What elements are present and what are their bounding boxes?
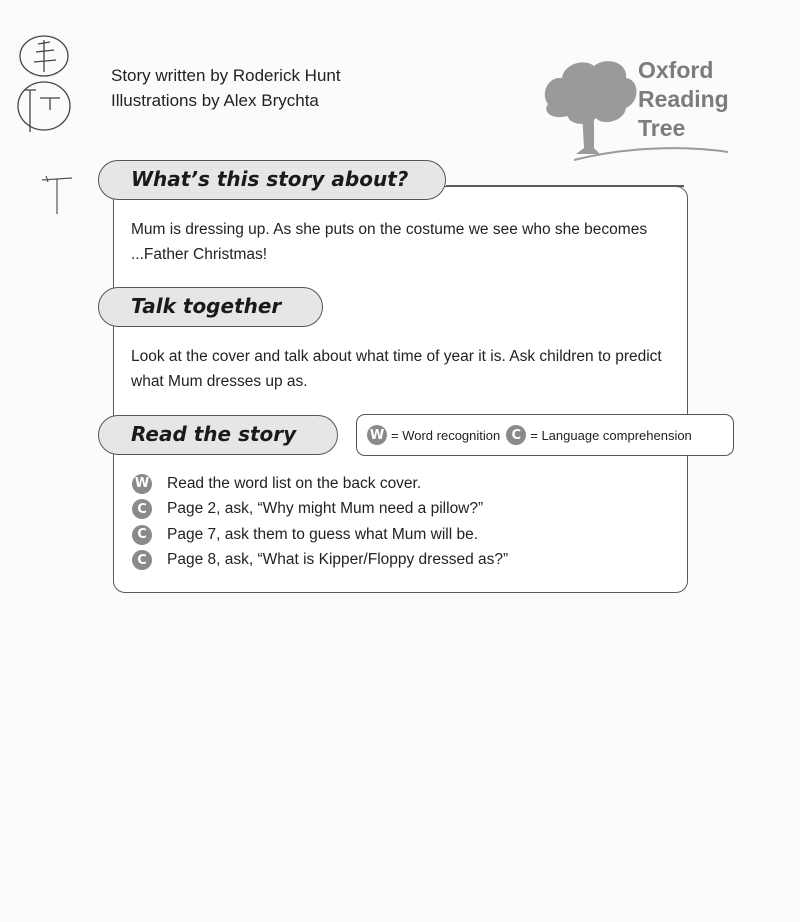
logo-line-reading: Reading	[638, 86, 729, 112]
list-item-text: Page 7, ask them to guess what Mum will be.	[167, 525, 479, 543]
list-item	[132, 522, 508, 548]
list-item	[132, 548, 508, 574]
pencil-letter-mark-icon	[38, 172, 78, 216]
section-heading-read: Read the story	[98, 415, 338, 455]
badge-key	[356, 414, 734, 456]
list-item	[132, 497, 508, 523]
list-item-badge: W	[132, 474, 152, 494]
heading-rule	[446, 185, 684, 187]
illustration-credit: Illustrations by Alex Brychta	[111, 91, 319, 110]
list-item-text: Page 8, ask, “What is Kipper/Floppy dressed as?”	[167, 551, 509, 569]
circled-pencil-mark-icon	[14, 32, 74, 82]
circled-pencil-mark-icon	[10, 76, 76, 136]
logo-line-oxford: Oxford	[638, 57, 714, 83]
list-item-text: Read the word list on the back cover.	[167, 474, 422, 492]
story-credit: Story written by Roderick Hunt	[111, 66, 341, 85]
oxford-reading-tree-logo	[538, 54, 738, 166]
word-recognition-badge: W	[367, 425, 387, 445]
read-story-list	[132, 471, 508, 573]
language-comprehension-badge: C	[506, 425, 526, 445]
section-heading-talk: Talk together	[98, 287, 323, 327]
logo-wordmark	[638, 56, 729, 143]
about-text: Mum is dressing up. As she puts on the costume we see who she becomes ...Father Christmas!	[131, 221, 648, 263]
talk-text: Look at the cover and talk about what time of year it is. Ask children to predict what Mum dresses up as.	[131, 348, 662, 390]
list-item-badge: C	[132, 550, 152, 570]
list-item-text: Page 2, ask, “Why might Mum need a pillow?”	[167, 500, 484, 518]
list-item-badge: C	[132, 499, 152, 519]
language-comprehension-label: = Language comprehension	[530, 427, 692, 443]
credits	[111, 63, 341, 113]
logo-line-tree: Tree	[638, 115, 686, 141]
word-recognition-label: = Word recognition	[391, 427, 501, 443]
section-heading-about: What’s this story about?	[98, 160, 446, 200]
list-item-badge: C	[132, 525, 152, 545]
list-item	[132, 471, 508, 497]
